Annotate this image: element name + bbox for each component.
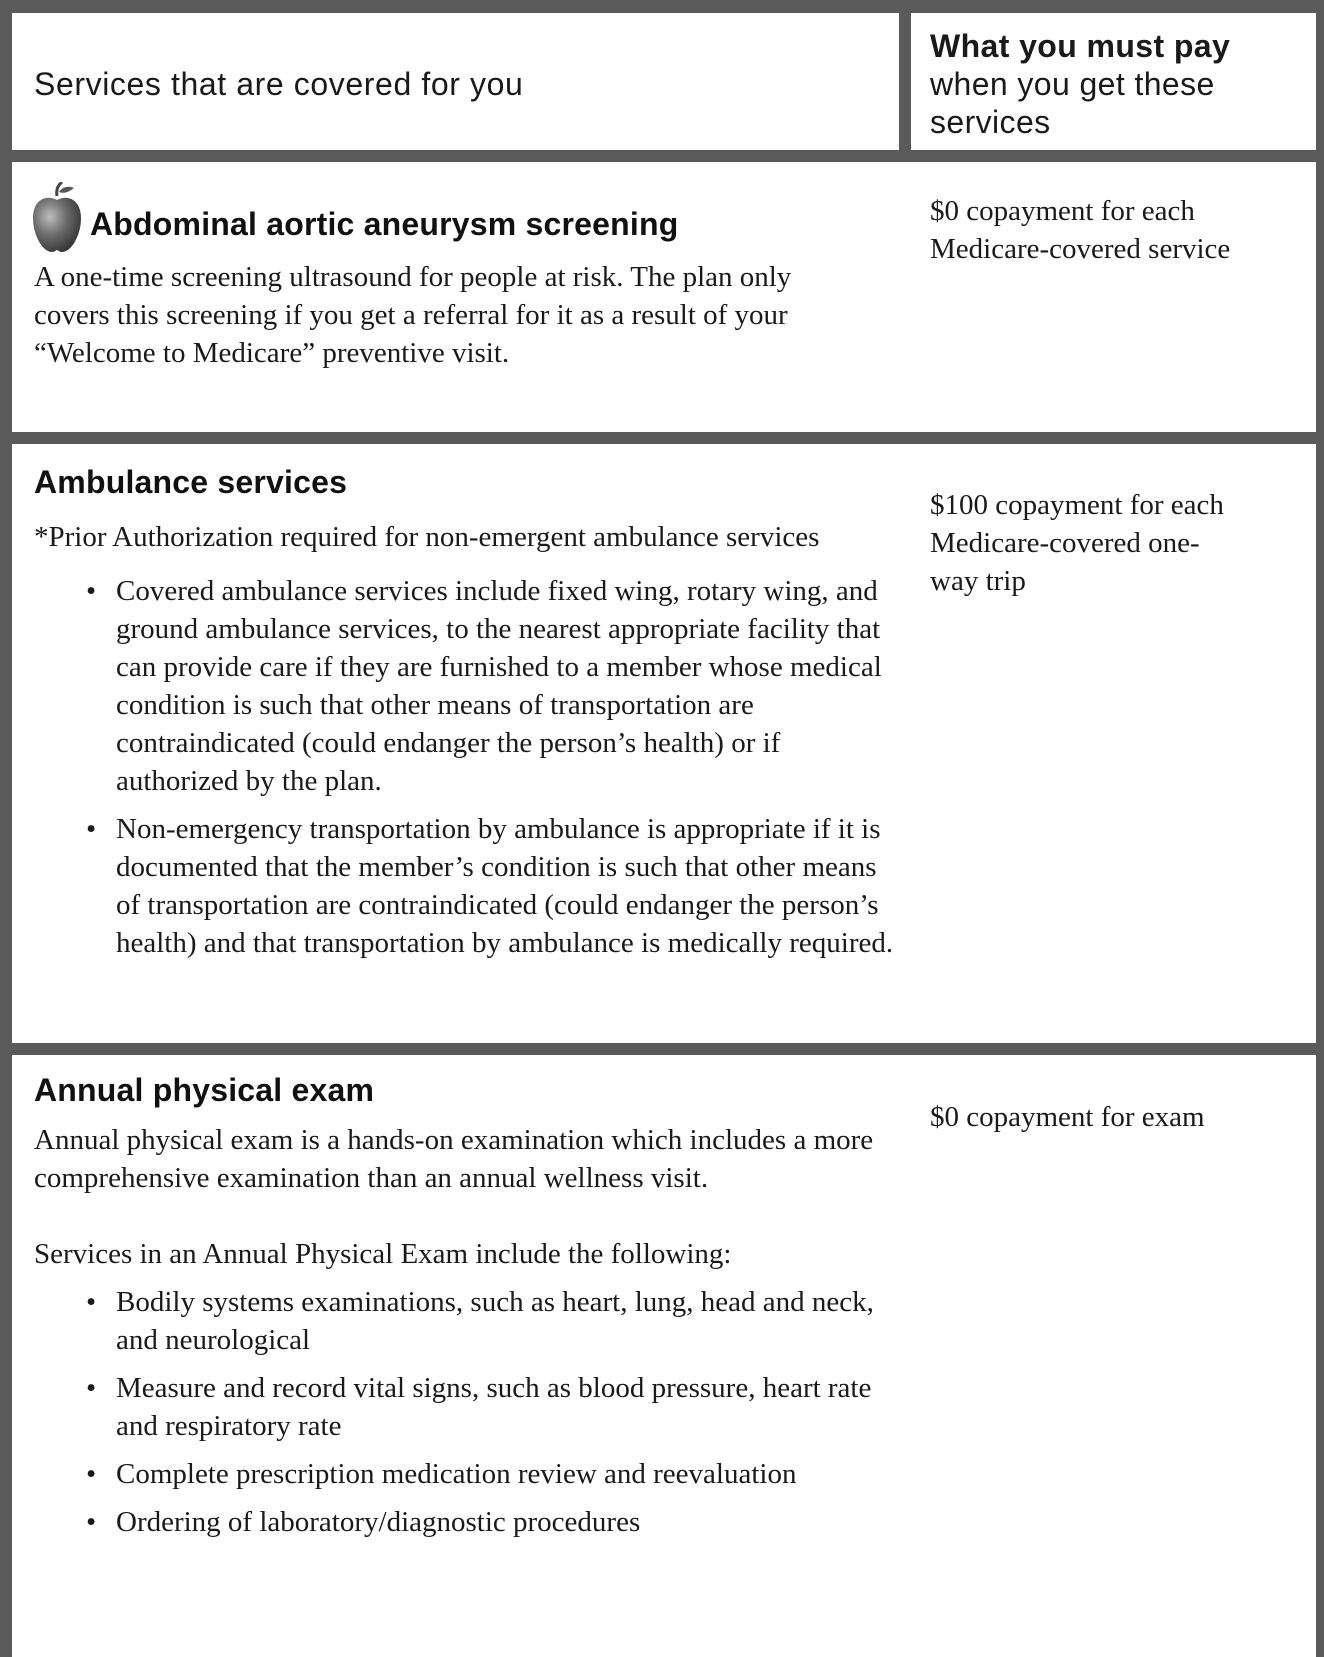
header-row-divider [0, 150, 1324, 162]
service-title: Ambulance services [34, 464, 348, 500]
pay-amount: $0 copayment for exam [930, 1101, 1205, 1133]
service-note: *Prior Authorization required for non-emergent ambulance services [34, 521, 820, 553]
table-row [12, 444, 1316, 1043]
table-border-right [1316, 0, 1324, 1657]
pay-amount: $0 copayment for each Medicare-covered service [930, 195, 1231, 265]
service-bullet-list [34, 1283, 896, 1551]
service-title: Abdominal aortic aneurysm screening [90, 206, 679, 242]
table-row [12, 162, 1316, 432]
list-item: • Complete prescription medication review and reevaluation [34, 1455, 896, 1493]
header-column-divider [899, 0, 911, 150]
table-border-left [0, 0, 12, 1657]
header-services-label: Services that are covered for you [34, 66, 524, 102]
list-item: • Measure and record vital signs, such as blood pressure, heart rate and respiratory rate [34, 1369, 896, 1445]
list-item: • Non-emergency transportation by ambulance is appropriate if it is documented that the member’s condition is such that other means of transportation are contraindicated (could endanger the person’s health) and that transportation by ambulance is medically required. [34, 810, 896, 962]
list-item: • Ordering of laboratory/diagnostic procedures [34, 1503, 896, 1541]
row-divider-2 [0, 1043, 1324, 1055]
header-pay-label [930, 27, 1310, 141]
table-row [12, 1055, 1316, 1657]
service-description: Annual physical exam is a hands-on examination which includes a more comprehensive examination than an annual wellness visit. [34, 1124, 874, 1194]
list-item: • Bodily systems examinations, such as heart, lung, head and neck, and neurological [34, 1283, 896, 1359]
table-border-top [0, 0, 1324, 13]
header-pay-rest: when you get these services [930, 66, 1215, 140]
pay-amount: $100 copayment for each Medicare-covered one-way trip [930, 489, 1224, 597]
service-bullet-list [34, 572, 896, 972]
list-item: • Covered ambulance services include fixed wing, rotary wing, and ground ambulance services, to the nearest appropriate facility that can provide care if they are furnished to a member whose medical condition is such that other means of transportation are contraindicated (could endanger the person’s health) or if authorized by the plan. [34, 572, 896, 800]
service-description: A one-time screening ultrasound for people at risk. The plan only covers this screening if you get a referral for it as a result of your “Welcome to Medicare” preventive visit. [34, 261, 792, 369]
apple-icon [32, 182, 82, 256]
header-pay-bold: What you must pay [930, 28, 1231, 64]
service-intro: Services in an Annual Physical Exam include the following: [34, 1238, 732, 1270]
service-title: Annual physical exam [34, 1072, 375, 1108]
row-divider-1 [0, 432, 1324, 444]
